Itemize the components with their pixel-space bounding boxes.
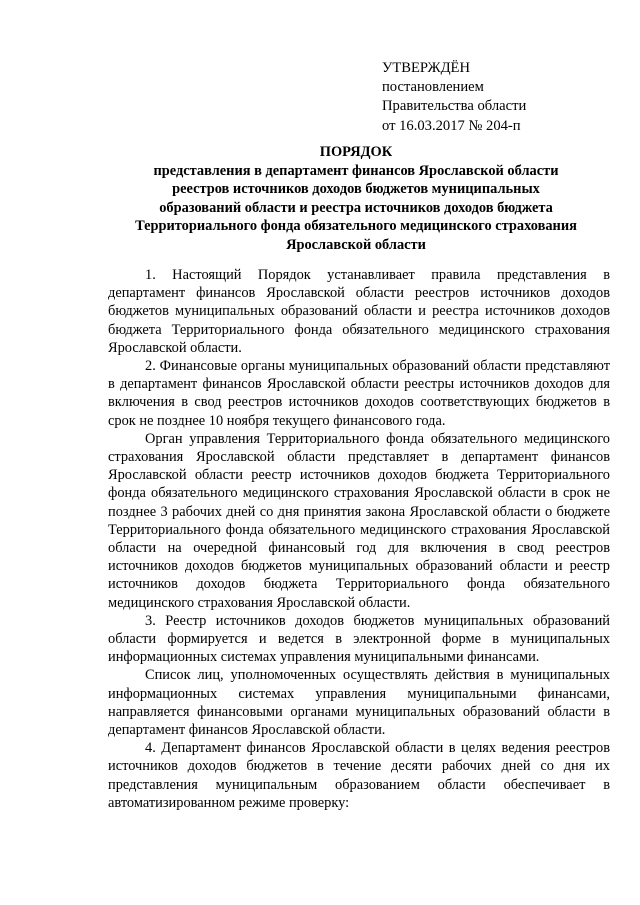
paragraph: Список лиц, уполномоченных осуществлять действия в муниципальных информационных системах управления муниципальными финансами, направляется финансовыми органами муниципальных образований области в департамент финансов Ярославской области.	[108, 667, 610, 739]
title-line: Ярославской области	[286, 236, 426, 253]
paragraph: 2. Финансовые органы муниципальных образований области представляют в департамент финансов Ярославской области реестры источников доходов для включения в свод реестров источников доходов соответствующих бюджетов в срок не позднее 10 ноября текущего финансового года.	[108, 358, 610, 429]
title-line: Территориального фонда обязательного медицинского страхования	[135, 218, 577, 235]
paragraph: 1. Настоящий Порядок устанавливает правила представления в департамент финансов Ярославской области реестров источников доходов бюджетов муниципальных образований области и реестра источников доходов бюджета Территориального фонда обязательного медицинского страхования Ярославской области.	[108, 267, 610, 356]
title-line: образований области и реестра источников доходов бюджета	[159, 199, 553, 216]
approval-line: УТВЕРЖДЁН	[382, 60, 470, 76]
document-title	[100, 143, 612, 255]
paragraph: 4. Департамент финансов Ярославской области в целях ведения реестров источников доходов бюджетов в течение десяти рабочих дней со дня их представления муниципальным образованием области обеспечивает в автоматизированном режиме проверку:	[108, 740, 610, 811]
title-heading: ПОРЯДОК	[319, 144, 393, 160]
approval-line: Правительства области	[382, 98, 527, 115]
approval-stamp	[382, 59, 526, 136]
approval-line: постановлением	[382, 79, 484, 96]
title-line: представления в департамент финансов Ярославской области	[153, 162, 559, 179]
title-line: реестров источников доходов бюджетов муниципальных	[172, 181, 540, 198]
paragraph: 3. Реестр источников доходов бюджетов муниципальных образований области формируется и ведется в электронной форме в муниципальных информационных системах управления муниципальными финансами.	[108, 612, 610, 666]
approval-date: от 16.03.2017 № 204-п	[382, 117, 521, 134]
document-body	[108, 266, 610, 812]
paragraph: Орган управления Территориального фонда обязательного медицинского страхования Ярославской области представляет в департамент финансов Ярославской области реестр источников доходов бюджета Территориального фонда обязательного медицинского страхования Ярославской области в срок не позднее 3 рабочих дней со дня принятия закона Ярославской области о бюджете Территориального фонда обязательного медицинского страхования Ярославской области на очередной финансовый год для включения в свод реестров источников доходов бюджетов муниципальных образований области и реестр источников доходов бюджета Территориального фонда обязательного медицинского страхования Ярославской области.	[108, 430, 610, 611]
